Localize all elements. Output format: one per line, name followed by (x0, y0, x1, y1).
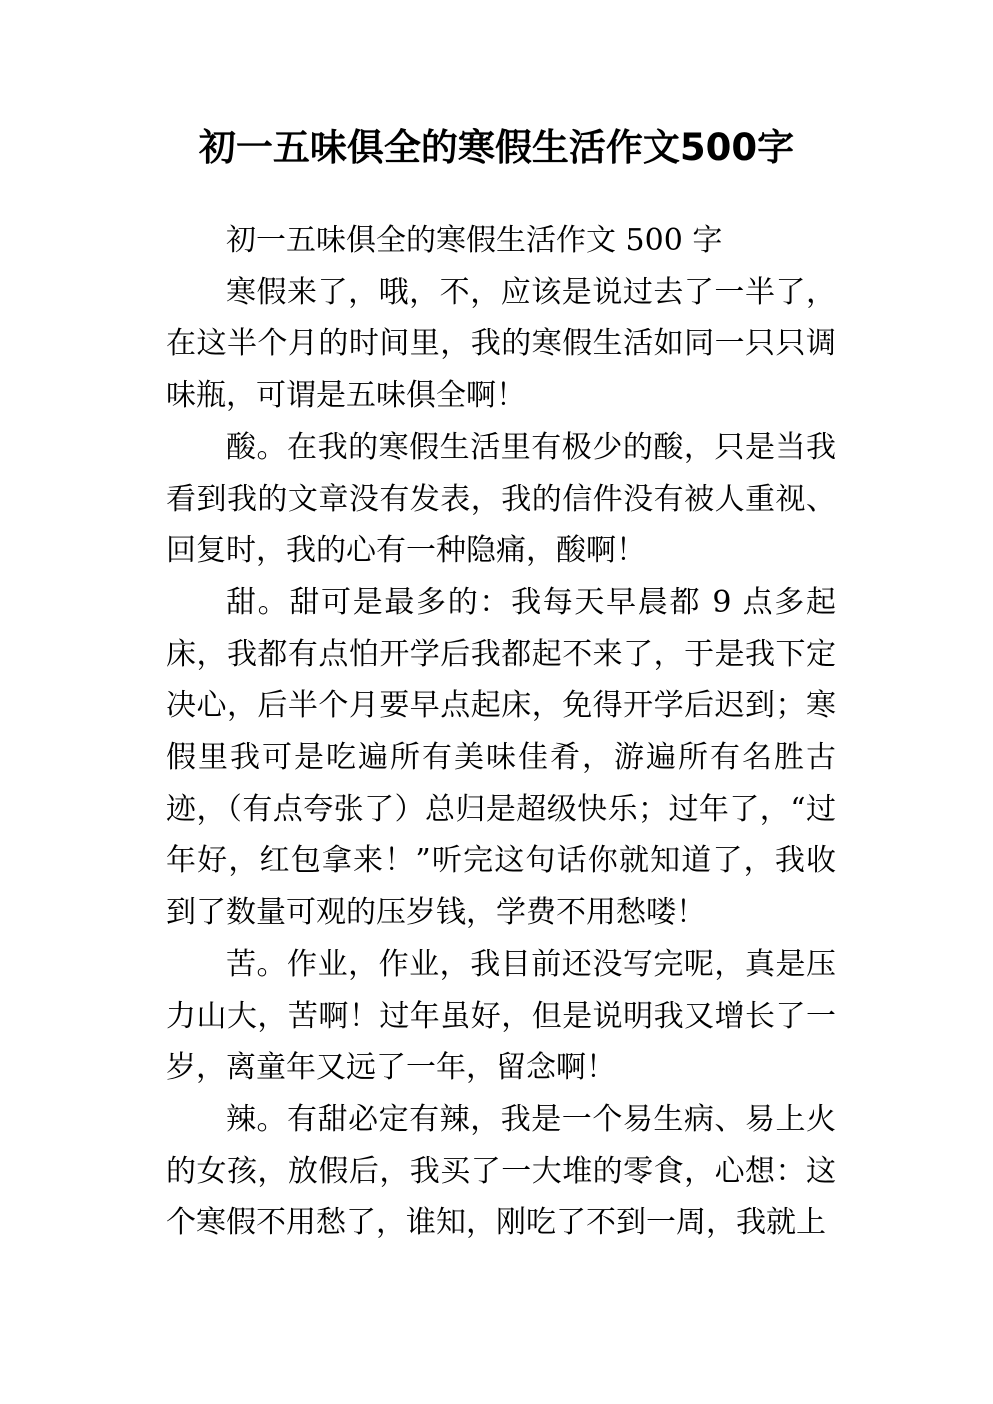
document-title: 初一五味俱全的寒假生活作文500字 (198, 126, 795, 169)
paragraph-spicy: 辣。有甜必定有辣，我是一个易生病、易上火的女孩，放假后，我买了一大堆的零食，心想：这个寒假不用愁了，谁知，刚吃了不到一周，我就上 (166, 1101, 836, 1241)
paragraph-sweet: 甜。甜可是最多的：我每天早晨都 9 点多起床，我都有点怕开学后我都起不来了，于是我下定决心，后半个月要早点起床，免得开学后迟到；寒假里我可是吃遍所有美味佳肴，游遍所有名胜古迹，（有点夸张了）总归是超级快乐；过年了，“过年好，红包拿来！”听完这句话你就知道了，我收到了数量可观的压岁钱，学费不用愁喽！ (166, 584, 836, 931)
paragraph-intro: 寒假来了，哦，不，应该是说过去了一半了，在这半个月的时间里，我的寒假生活如同一只只调味瓶，可谓是五味俱全啊！ (166, 274, 836, 414)
document-body (166, 215, 836, 1249)
paragraph-heading: 初一五味俱全的寒假生活作文 500 字 (226, 223, 723, 258)
paragraph-bitter: 苦。作业，作业，我目前还没写完呢，真是压力山大，苦啊！过年虽好，但是说明我又增长了一岁，离童年又远了一年，留念啊！ (166, 946, 836, 1086)
paragraph-sour: 酸。在我的寒假生活里有极少的酸，只是当我看到我的文章没有发表，我的信件没有被人重视、回复时，我的心有一种隐痛，酸啊！ (166, 429, 836, 569)
